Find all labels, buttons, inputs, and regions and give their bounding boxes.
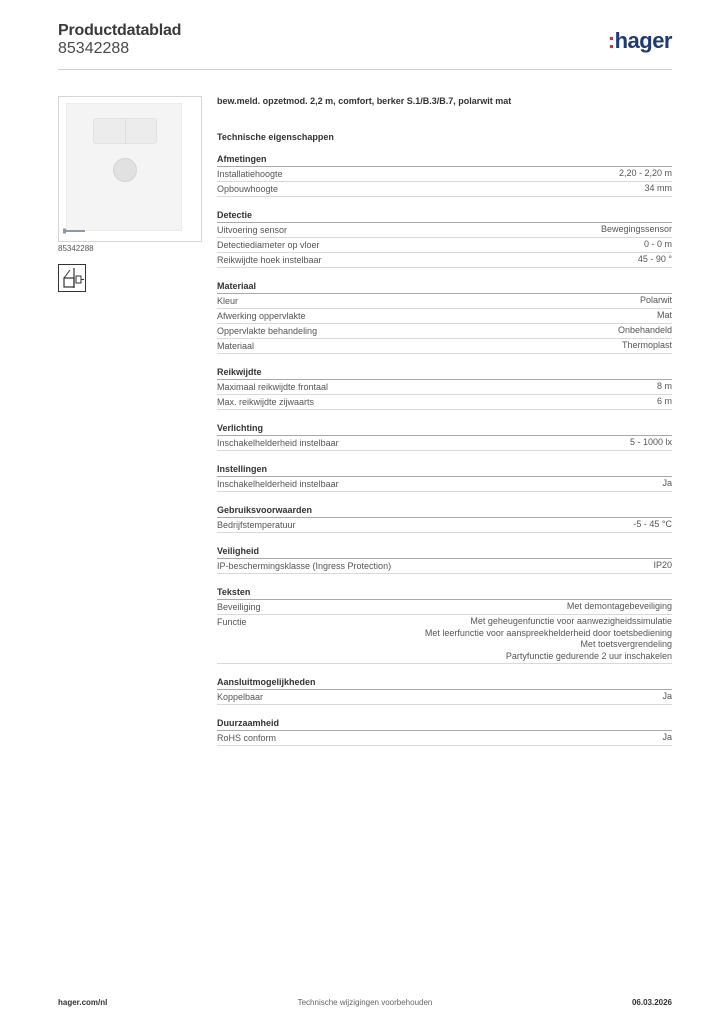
page-header xyxy=(58,22,672,70)
spec-row xyxy=(217,253,672,268)
spec-group xyxy=(217,464,672,492)
spec-value xyxy=(644,239,672,251)
spec-row xyxy=(217,309,672,324)
group-title: Duurzaamheid xyxy=(217,718,672,731)
spec-label: Kleur xyxy=(217,296,239,306)
spec-group xyxy=(217,505,672,533)
group-title: Gebruiksvoorwaarden xyxy=(217,505,672,518)
group-title: Aansluitmogelijkheden xyxy=(217,677,672,690)
spec-groups xyxy=(217,154,672,746)
spec-value-line: Polarwit xyxy=(639,295,672,305)
spec-group xyxy=(217,281,672,354)
spec-value xyxy=(618,325,672,337)
group-title: Instellingen xyxy=(217,464,672,477)
spec-value xyxy=(638,254,672,266)
spec-group xyxy=(217,210,672,268)
sensor-lens xyxy=(93,118,157,144)
spec-value-line: Met toetsvergrendeling xyxy=(580,639,672,649)
spec-label: Koppelbaar xyxy=(217,692,264,702)
product-description: bew.meld. opzetmod. 2,2 m, comfort, berker S.1/B.3/B.7, polarwit mat xyxy=(217,96,512,106)
spec-row xyxy=(217,559,672,574)
spec-value xyxy=(425,616,672,662)
section-heading: Technische eigenschappen xyxy=(217,132,334,142)
spec-value-line: IP20 xyxy=(653,560,672,570)
spec-value xyxy=(657,381,672,393)
spec-label: Inschakelhelderheid instelbaar xyxy=(217,438,339,448)
spec-row xyxy=(217,615,672,664)
document-title: Productdatablad xyxy=(58,22,182,39)
spec-value xyxy=(644,183,672,195)
spec-label: Reikwijdte hoek instelbaar xyxy=(217,255,322,265)
spec-value-line: Met geheugenfunctie voor aanwezigheidssimulatie xyxy=(470,616,672,626)
sensor-eye xyxy=(113,158,137,182)
spec-row xyxy=(217,436,672,451)
group-title: Detectie xyxy=(217,210,672,223)
group-title: Teksten xyxy=(217,587,672,600)
spec-label: Materiaal xyxy=(217,341,255,351)
logo-text: hager xyxy=(614,28,672,53)
spec-label: Oppervlakte behandeling xyxy=(217,326,318,336)
surface-mount-icon xyxy=(58,264,86,292)
spec-value-line: -5 - 45 °C xyxy=(633,519,672,529)
spec-group xyxy=(217,423,672,451)
spec-value-line: Ja xyxy=(662,732,672,742)
spec-value xyxy=(662,732,672,744)
group-title: Afmetingen xyxy=(217,154,672,167)
footer-date: 06.03.2026 xyxy=(631,998,672,1007)
spec-row xyxy=(217,690,672,705)
hager-logo xyxy=(608,28,672,54)
spec-row xyxy=(217,731,672,746)
spec-label: Afwerking oppervlakte xyxy=(217,311,306,321)
spec-row xyxy=(217,339,672,354)
group-title: Reikwijdte xyxy=(217,367,672,380)
product-plate xyxy=(66,103,182,231)
spec-value-line: 0 - 0 m xyxy=(643,239,672,249)
spec-row xyxy=(217,518,672,533)
spec-value xyxy=(619,168,672,180)
footer-disclaimer: Technische wijzigingen voorbehouden xyxy=(297,998,433,1007)
spec-label: Inschakelhelderheid instelbaar xyxy=(217,479,339,489)
spec-row xyxy=(217,182,672,197)
spec-label: Bedrijfstemperatuur xyxy=(217,520,296,530)
spec-value-line: Met demontagebeveiliging xyxy=(566,601,672,611)
spec-label: Maximaal reikwijdte frontaal xyxy=(217,382,329,392)
spec-content xyxy=(217,96,672,759)
spec-label: Installatiehoogte xyxy=(217,169,283,179)
spec-value xyxy=(633,519,672,531)
spec-value xyxy=(657,396,672,408)
spec-value xyxy=(630,437,672,449)
group-title: Materiaal xyxy=(217,281,672,294)
article-number: 85342288 xyxy=(58,40,130,57)
spec-group xyxy=(217,677,672,705)
spec-value-line: Onbehandeld xyxy=(617,325,672,335)
spec-group xyxy=(217,587,672,664)
spec-label: Detectiediameter op vloer xyxy=(217,240,320,250)
spec-row xyxy=(217,395,672,410)
footer-website: hager.com/nl xyxy=(58,998,108,1007)
spec-value-line: Ja xyxy=(662,478,672,488)
spec-label: RoHS conform xyxy=(217,733,277,743)
spec-value xyxy=(601,224,672,236)
spec-value xyxy=(657,310,672,322)
spec-value xyxy=(662,691,672,703)
spec-value xyxy=(662,478,672,490)
logo-dot: : xyxy=(607,28,615,53)
spec-label: Max. reikwijdte zijwaarts xyxy=(217,397,315,407)
spec-row xyxy=(217,324,672,339)
spec-value-line: 5 - 1000 lx xyxy=(629,437,672,447)
spec-row xyxy=(217,238,672,253)
spec-row xyxy=(217,600,672,615)
spec-row xyxy=(217,477,672,492)
spec-label: Functie xyxy=(217,617,247,627)
spec-group xyxy=(217,718,672,746)
spec-value xyxy=(640,295,672,307)
spec-label: Uitvoering sensor xyxy=(217,225,288,235)
spec-value xyxy=(653,560,672,572)
spec-value-line: 6 m xyxy=(656,396,672,406)
spec-value-line: 34 mm xyxy=(644,183,672,193)
spec-group xyxy=(217,546,672,574)
spec-value-line: 45 - 90 ° xyxy=(637,254,672,264)
spec-row xyxy=(217,167,672,182)
spec-value-line: Met leerfunctie voor aanspreekhelderheid door toetsbediening xyxy=(424,627,672,638)
spec-value-line: Ja xyxy=(662,691,672,701)
spec-row xyxy=(217,380,672,395)
spec-value-line: 8 m xyxy=(656,381,672,391)
group-title: Verlichting xyxy=(217,423,672,436)
spec-value-line: Bewegingssensor xyxy=(600,224,672,234)
header-divider xyxy=(58,69,672,70)
spec-row xyxy=(217,294,672,309)
screw-icon xyxy=(63,228,85,234)
spec-label: Beveiliging xyxy=(217,602,261,612)
spec-value xyxy=(567,601,672,613)
spec-group xyxy=(217,367,672,410)
spec-label: Opbouwhoogte xyxy=(217,184,279,194)
group-title: Veiligheid xyxy=(217,546,672,559)
spec-label: IP-beschermingsklasse (Ingress Protection) xyxy=(217,561,392,571)
spec-group xyxy=(217,154,672,197)
spec-value-line: Mat xyxy=(656,310,672,320)
product-image xyxy=(58,96,202,242)
spec-row xyxy=(217,223,672,238)
spec-value-line: 2,20 - 2,20 m xyxy=(618,168,672,178)
spec-value-line: Thermoplast xyxy=(621,340,672,350)
spec-value xyxy=(622,340,672,352)
image-caption: 85342288 xyxy=(58,244,94,253)
spec-value-line: Partyfunctie gedurende 2 uur inschakelen xyxy=(505,650,672,661)
